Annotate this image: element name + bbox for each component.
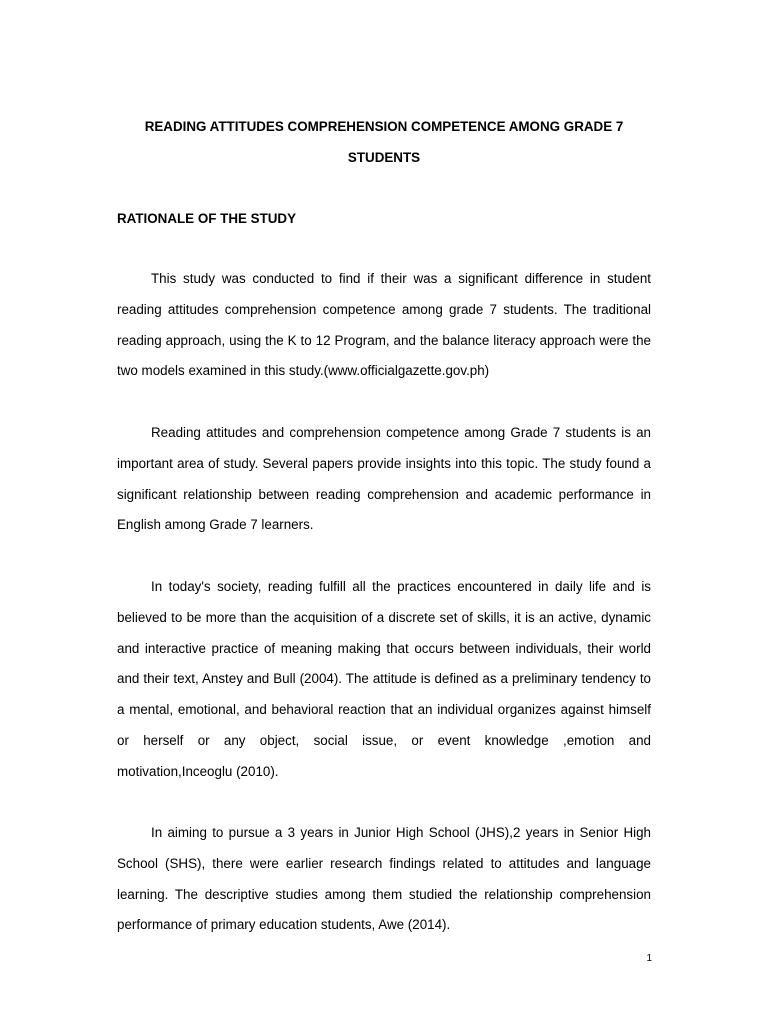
page-number: 1 — [646, 953, 652, 964]
document-title-line-2: STUDENTS — [347, 150, 421, 165]
paragraph-4: In aiming to pursue a 3 years in Junior High School (JHS),2 years in Senior High School (SHS), there were earlier research findings related to attitudes and language learning. The descriptive studies among them studied the relationship comprehension performance of primary education students, Awe (2014). — [117, 825, 651, 933]
paragraph-1: This study was conducted to find if their was a significant difference in student reading attitudes comprehension competence among grade 7 students. The traditional reading approach, using the K to 12 Program, and the balance literacy approach were the two models examined in this study.(www.officialgazette.gov.ph) — [117, 271, 651, 379]
document-title-line-1: READING ATTITUDES COMPREHENSION COMPETENCE AMONG GRADE 7 — [144, 119, 624, 134]
paragraph-2: Reading attitudes and comprehension competence among Grade 7 students is an important area of study. Several papers provide insights into this topic. The study found a significant relationship between reading comprehension and academic performance in English among Grade 7 learners. — [117, 425, 651, 533]
section-heading: RATIONALE OF THE STUDY — [117, 211, 297, 226]
paragraph-3: In today's society, reading fulfill all the practices encountered in daily life and is believed to be more than the acquisition of a discrete set of skills, it is an active, dynamic and interactive practice of meaning making that occurs between individuals, their world and their text, Anstey and Bull (2004). The attitude is defined as a preliminary tendency to a mental, emotional, and behavioral reaction that an individual organizes against himself or herself or any object, social issue, or event knowledge ,emotion and motivation,Inceoglu (2010). — [117, 579, 651, 779]
